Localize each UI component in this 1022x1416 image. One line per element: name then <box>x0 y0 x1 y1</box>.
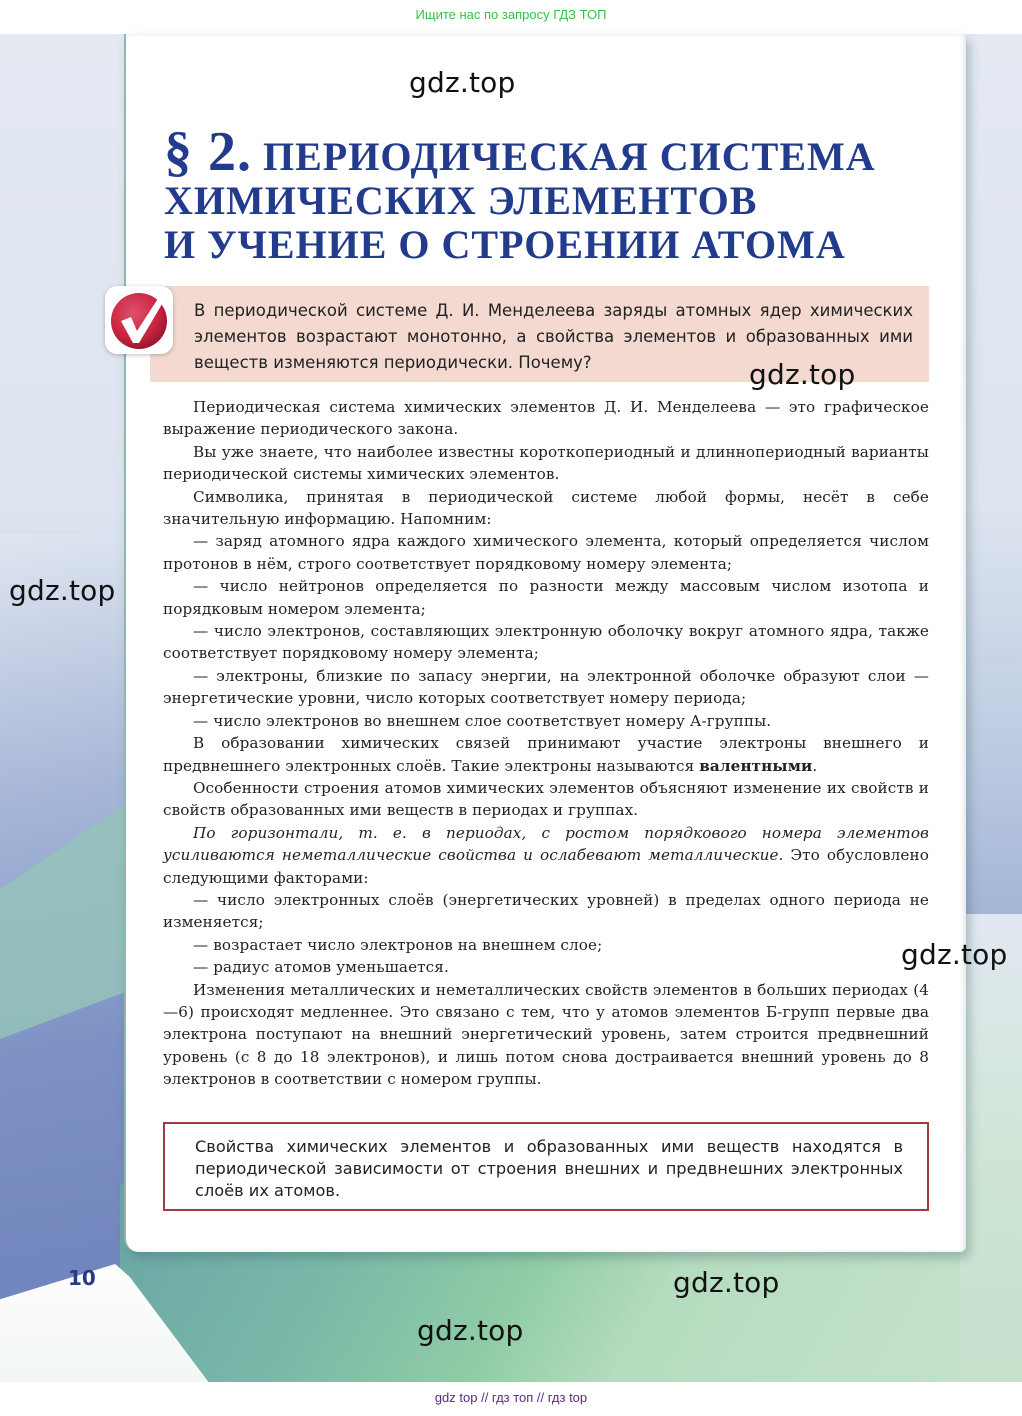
question-text: В периодической системе Д. И. Менделеева заряды атомных ядер химических элементов возрастают монотонно, а свойства элементов и образованных ими веществ изменяются периодически. Почему? <box>194 301 913 372</box>
paragraph: В образовании химических связей принимают участие электроны внешнего и предвнешнего электронных слоёв. Такие электроны называются валентными. <box>163 734 929 775</box>
page-number: 10 <box>68 1266 96 1290</box>
top-banner-text: Ищите нас по запросу ГДЗ ТОП <box>415 7 607 22</box>
title-line-2: ХИМИЧЕСКИХ ЭЛЕМЕНТОВ <box>164 178 758 223</box>
list-item: — возрастает число электронов на внешнем слое; <box>193 935 603 954</box>
title-line-1: § 2. ПЕРИОДИЧЕСКАЯ СИСТЕМА <box>164 121 876 183</box>
paragraph: Периодическая система химических элементов Д. И. Менделеева — это графическое выражение периодического закона. <box>163 398 929 439</box>
watermark: gdz.top <box>417 1314 524 1347</box>
watermark: gdz.top <box>673 1266 780 1299</box>
list-item: — число электронов, составляющих электронную оболочку вокруг атомного ядра, также соответствует порядковому номеру элемента; <box>163 622 929 663</box>
conclusion-box <box>163 1122 929 1211</box>
section-title <box>164 121 924 267</box>
list-item: — число нейтронов определяется по разности между массовым числом изотопа и порядковым номером элемента; <box>163 577 929 618</box>
conclusion-text: Свойства химических элементов и образованных ими веществ находятся в периодической зависимости от строения внешних и предвнешних электронных слоёв их атомов. <box>195 1137 903 1200</box>
list-item: — заряд атомного ядра каждого химического элемента, который определяется числом протонов в нём, строго соответствует порядковому номеру элемента; <box>163 532 929 573</box>
top-banner <box>0 0 1022 34</box>
watermark: gdz.top <box>9 574 116 607</box>
term-valence: валентными <box>699 756 813 775</box>
main-text <box>163 396 929 1091</box>
section-number: § 2. <box>164 121 252 183</box>
footer-text: gdz top // гдз топ // гдз top <box>434 1390 588 1405</box>
paragraph: Изменения металлических и неметаллических свойств элементов в больших периодах (4—6) происходят медленнее. Это связано с тем, что у атомов элементов Б-групп первые два электрона поступают на внешний энергетический уровень, затем строится предвнешний уровень (с 8 до 18 электронов), и лишь потом снова достраивается внешний уровень до 8 электронов в соответствии с номером группы. <box>163 980 929 1089</box>
check-mark-icon <box>105 286 173 354</box>
list-item: — электроны, близкие по запасу энергии, на электронной оболочке образуют слои — энергетические уровни, число которых соответствует номеру периода; <box>163 666 929 708</box>
list-item: — число электронных слоёв (энергетических уровней) в пределах одного периода не изменяется; <box>163 890 929 932</box>
watermark: gdz.top <box>409 66 516 99</box>
list-item: — радиус атомов уменьшается. <box>193 958 449 977</box>
paragraph: Вы уже знаете, что наиболее известны короткопериодный и длиннопериодный варианты периодической системы химических элементов. <box>163 442 929 484</box>
watermark: gdz.top <box>749 358 856 391</box>
footer-banner <box>0 1382 1022 1416</box>
paragraph: Особенности строения атомов химических элементов объясняют изменение их свойств и свойств образованных ими веществ в периодах и группах. <box>163 778 929 820</box>
list-item: — число электронов во внешнем слое соответствует номеру А-группы. <box>193 711 772 730</box>
italic-rule: По горизонтали, т. е. в периодах, с ростом порядкового номера элементов усиливаются неметаллические свойства и ослабевают металлические. <box>163 823 929 865</box>
watermark: gdz.top <box>901 938 1008 971</box>
title-line-3: И УЧЕНИЕ О СТРОЕНИИ АТОМА <box>164 222 846 267</box>
paragraph: По горизонтали, т. е. в периодах, с ростом порядкового номера элементов усиливаются неметаллические свойства и ослабевают металлические. Это обусловлено следующими факторами: <box>163 823 929 887</box>
background-shape <box>960 914 1022 1382</box>
paragraph: Символика, принятая в периодической системе любой формы, несёт в себе значительную информацию. Напомним: <box>163 487 929 529</box>
